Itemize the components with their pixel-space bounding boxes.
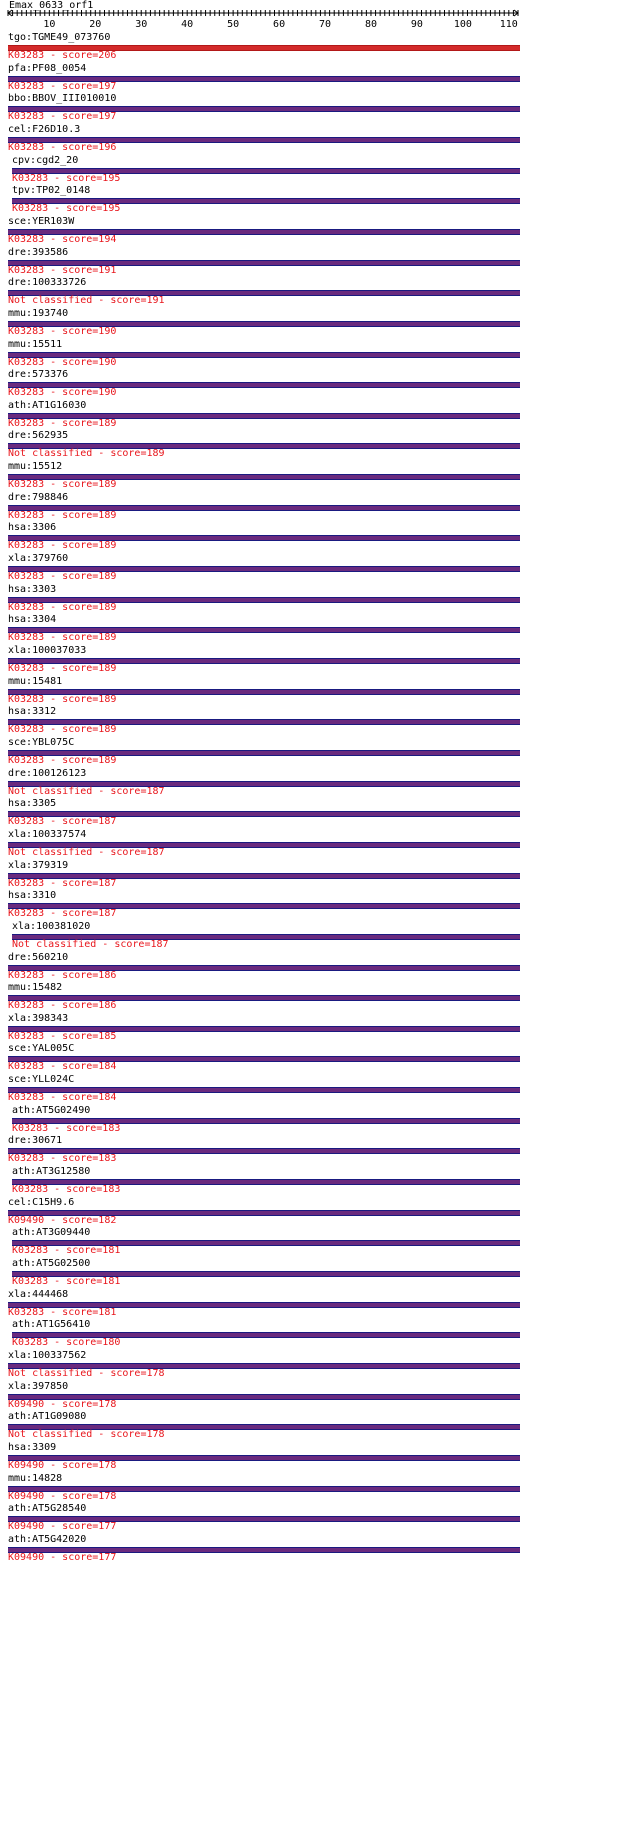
hit-name[interactable]: ath:AT5G28540 bbox=[8, 1503, 87, 1515]
hit-name[interactable]: mmu:15511 bbox=[8, 338, 63, 350]
hit-row[interactable] bbox=[0, 492, 620, 522]
hit-score-label: K03283 - score=189 bbox=[8, 754, 117, 766]
hit-score-label: K03283 - score=185 bbox=[8, 1030, 117, 1042]
hit-score-label: K03283 - score=181 bbox=[8, 1306, 117, 1318]
hit-row[interactable] bbox=[0, 430, 620, 460]
hit-row[interactable] bbox=[0, 645, 620, 675]
hit-row[interactable] bbox=[0, 369, 620, 399]
hit-row[interactable] bbox=[0, 1289, 620, 1319]
hit-score-label: Not classified - score=178 bbox=[8, 1367, 165, 1379]
hit-name[interactable]: xla:100037033 bbox=[8, 645, 87, 656]
hit-row[interactable] bbox=[0, 584, 620, 614]
hit-name[interactable]: xla:397850 bbox=[8, 1380, 69, 1392]
hit-score-label: K03283 - score=181 bbox=[12, 1276, 121, 1287]
hit-row[interactable] bbox=[0, 829, 620, 859]
hit-score-label: K03283 - score=197 bbox=[8, 80, 117, 92]
ruler-tick-label: 110 bbox=[499, 19, 518, 30]
hit-row[interactable] bbox=[0, 798, 620, 828]
hit-score-label: K09490 - score=178 bbox=[8, 1398, 117, 1410]
ruler-tick-label: 50 bbox=[227, 19, 240, 30]
hit-name[interactable]: hsa:3309 bbox=[8, 1441, 57, 1453]
hit-score-label: K03283 - score=189 bbox=[8, 693, 117, 705]
hit-score-label: K03283 - score=183 bbox=[12, 1122, 121, 1134]
hit-name[interactable]: sce:YBL075C bbox=[8, 736, 75, 748]
hit-row[interactable] bbox=[0, 553, 620, 583]
query-title: Emax_0633_orf1 bbox=[9, 0, 94, 11]
hit-row[interactable] bbox=[0, 1227, 620, 1257]
hit-name[interactable]: xla:444468 bbox=[8, 1288, 69, 1300]
hit-score-label: K03283 - score=206 bbox=[8, 50, 117, 61]
hit-name[interactable]: dre:798846 bbox=[8, 491, 69, 503]
hit-score-label: K03283 - score=189 bbox=[8, 479, 117, 491]
hit-score-label: K03283 - score=197 bbox=[8, 111, 117, 123]
hit-name[interactable]: dre:30671 bbox=[8, 1135, 63, 1147]
hit-row[interactable] bbox=[0, 1350, 620, 1380]
hit-row[interactable] bbox=[0, 860, 620, 890]
hit-score-label: K03283 - score=190 bbox=[8, 325, 117, 337]
hit-score-label: K03283 - score=196 bbox=[8, 141, 117, 153]
hit-name[interactable]: ath:AT5G02490 bbox=[12, 1104, 91, 1116]
hit-row[interactable] bbox=[0, 1074, 620, 1104]
hit-score-label: K03283 - score=189 bbox=[8, 663, 117, 674]
hit-row[interactable] bbox=[0, 461, 620, 491]
ruler-tick-label: 40 bbox=[181, 19, 194, 30]
hit-score-label: K09490 - score=178 bbox=[8, 1459, 117, 1471]
hit-row[interactable] bbox=[0, 247, 620, 277]
ruler-tick-label: 20 bbox=[89, 19, 102, 30]
hit-name[interactable]: ath:AT1G09080 bbox=[8, 1411, 87, 1423]
hit-name[interactable]: dre:100333726 bbox=[8, 277, 87, 289]
hit-name[interactable]: xla:379319 bbox=[8, 859, 69, 871]
hit-row[interactable] bbox=[0, 1411, 620, 1441]
hit-score-label: K03283 - score=189 bbox=[8, 509, 117, 521]
ruler-tick-label: 70 bbox=[319, 19, 332, 30]
hit-name[interactable]: dre:393586 bbox=[8, 246, 69, 258]
hit-score-label: K03283 - score=184 bbox=[8, 1092, 117, 1104]
hit-row[interactable] bbox=[0, 890, 620, 920]
hit-name[interactable]: ath:AT5G42020 bbox=[8, 1533, 87, 1545]
hit-score-label: Not classified - score=187 bbox=[8, 846, 165, 858]
hit-score-label: K03283 - score=184 bbox=[8, 1061, 117, 1073]
hit-name[interactable]: ath:AT1G16030 bbox=[8, 399, 87, 411]
hit-row[interactable] bbox=[0, 1442, 620, 1472]
hit-name[interactable]: sce:YAL005C bbox=[8, 1043, 75, 1055]
hit-name[interactable]: cel:F26D10.3 bbox=[8, 123, 81, 135]
hit-score-label: K03283 - score=189 bbox=[8, 540, 117, 552]
ruler-tick-label: 30 bbox=[135, 19, 148, 30]
hit-name[interactable]: mmu:14828 bbox=[8, 1472, 63, 1484]
hit-row[interactable] bbox=[0, 522, 620, 552]
hit-row[interactable] bbox=[0, 1043, 620, 1073]
hit-row[interactable] bbox=[0, 63, 620, 93]
hit-score-label: K03283 - score=180 bbox=[12, 1337, 121, 1349]
hit-name[interactable]: ath:AT5G02500 bbox=[12, 1258, 91, 1269]
hit-name[interactable]: sce:YER103W bbox=[8, 215, 75, 227]
hit-score-label: K03283 - score=181 bbox=[12, 1245, 121, 1257]
hit-score-label: K03283 - score=186 bbox=[8, 969, 117, 981]
hit-name[interactable]: ath:AT3G12580 bbox=[12, 1166, 91, 1178]
hit-row[interactable] bbox=[0, 32, 620, 62]
hit-score-label: K03283 - score=191 bbox=[8, 264, 117, 276]
hit-name[interactable]: ath:AT1G56410 bbox=[12, 1319, 91, 1331]
ruler-tick-label: 90 bbox=[410, 19, 423, 30]
hit-score-label: K09490 - score=177 bbox=[8, 1521, 117, 1533]
hit-score-label: K09490 - score=182 bbox=[8, 1214, 117, 1226]
hit-name[interactable]: tpv:TP02_0148 bbox=[12, 185, 91, 197]
hit-score-label: K09490 - score=177 bbox=[8, 1551, 117, 1563]
hit-score-label: K03283 - score=194 bbox=[8, 233, 117, 245]
ruler-tick-label: 60 bbox=[273, 19, 286, 30]
hit-name[interactable]: tgo:TGME49_073760 bbox=[8, 32, 111, 43]
hit-score-label: K03283 - score=189 bbox=[8, 417, 117, 429]
hit-score-label: K03283 - score=187 bbox=[8, 908, 117, 920]
hit-row[interactable] bbox=[0, 1013, 620, 1043]
hit-row[interactable] bbox=[0, 1319, 620, 1349]
hit-row[interactable] bbox=[0, 93, 620, 123]
hit-row[interactable] bbox=[0, 339, 620, 369]
hit-name[interactable]: xla:100381020 bbox=[12, 920, 91, 932]
hit-score-label: K03283 - score=183 bbox=[12, 1184, 121, 1196]
hit-name[interactable]: cel:C15H9.6 bbox=[8, 1196, 75, 1208]
hit-row[interactable] bbox=[0, 1105, 620, 1135]
hit-score-label: K03283 - score=190 bbox=[8, 387, 117, 399]
hit-name[interactable]: xla:100337562 bbox=[8, 1349, 87, 1361]
hit-name[interactable]: mmu:15482 bbox=[8, 982, 63, 994]
hit-score-label: K03283 - score=189 bbox=[8, 601, 117, 613]
hit-row[interactable] bbox=[0, 1197, 620, 1227]
hit-name[interactable]: dre:560210 bbox=[8, 951, 69, 963]
hit-row[interactable] bbox=[0, 277, 620, 307]
hit-row[interactable] bbox=[0, 400, 620, 430]
hit-row[interactable] bbox=[0, 1503, 620, 1533]
hit-row[interactable] bbox=[0, 921, 620, 951]
hit-name[interactable]: dre:573376 bbox=[8, 369, 69, 381]
hit-score-label: Not classified - score=178 bbox=[8, 1429, 165, 1441]
ruler-tick-label: 100 bbox=[453, 19, 472, 30]
hit-score-label: K03283 - score=189 bbox=[8, 632, 117, 644]
hit-name[interactable]: mmu:193740 bbox=[8, 307, 69, 319]
hit-score-label: Not classified - score=191 bbox=[8, 295, 165, 307]
hit-row[interactable] bbox=[0, 216, 620, 246]
hit-name[interactable]: sce:YLL024C bbox=[8, 1074, 75, 1086]
hit-score-label: K03283 - score=195 bbox=[12, 203, 121, 215]
hit-score-label: K03283 - score=186 bbox=[8, 1000, 117, 1012]
hit-name[interactable]: hsa:3310 bbox=[8, 890, 57, 902]
ruler-tick-label: 80 bbox=[364, 19, 377, 30]
hit-row[interactable] bbox=[0, 185, 620, 215]
hit-score-label: K03283 - score=183 bbox=[8, 1153, 117, 1165]
hit-name[interactable]: mmu:15481 bbox=[8, 675, 63, 687]
hit-row[interactable] bbox=[0, 952, 620, 982]
hit-row[interactable] bbox=[0, 614, 620, 644]
hit-name[interactable]: dre:562935 bbox=[8, 430, 69, 442]
ruler-tick-label: 10 bbox=[43, 19, 56, 30]
hit-name[interactable]: xla:100337574 bbox=[8, 828, 87, 840]
hit-row[interactable] bbox=[0, 1135, 620, 1165]
ruler-axis bbox=[0, 8, 620, 30]
hit-row[interactable] bbox=[0, 768, 620, 798]
hit-name[interactable]: mmu:15512 bbox=[8, 461, 63, 473]
hit-score-label: K03283 - score=189 bbox=[8, 724, 117, 736]
hit-row[interactable] bbox=[0, 1381, 620, 1411]
hit-row[interactable] bbox=[0, 706, 620, 736]
hit-score-label: K03283 - score=187 bbox=[8, 877, 117, 889]
hit-row[interactable] bbox=[0, 155, 620, 185]
hit-score-label: Not classified - score=187 bbox=[8, 785, 165, 797]
hit-name[interactable]: hsa:3304 bbox=[8, 614, 57, 626]
hit-row[interactable] bbox=[0, 737, 620, 767]
hit-name[interactable]: hsa:3306 bbox=[8, 522, 57, 534]
hit-score-label: K03283 - score=189 bbox=[8, 571, 117, 583]
hit-score-label: K03283 - score=195 bbox=[12, 172, 121, 184]
hit-row[interactable] bbox=[0, 982, 620, 1012]
hit-row[interactable] bbox=[0, 676, 620, 706]
hit-name[interactable]: hsa:3303 bbox=[8, 583, 57, 595]
hit-name[interactable]: cpv:cgd2_20 bbox=[12, 154, 79, 166]
hit-name[interactable]: dre:100126123 bbox=[8, 767, 87, 779]
hit-score-label: K03283 - score=190 bbox=[8, 356, 117, 368]
hit-name[interactable]: hsa:3305 bbox=[8, 798, 57, 810]
hit-row[interactable] bbox=[0, 1258, 620, 1288]
hit-score-label: Not classified - score=187 bbox=[12, 938, 169, 950]
hit-row[interactable] bbox=[0, 1534, 620, 1564]
hit-score-label: Not classified - score=189 bbox=[8, 448, 165, 460]
hit-name[interactable]: xla:398343 bbox=[8, 1012, 69, 1024]
hit-score-label: K09490 - score=178 bbox=[8, 1490, 117, 1502]
hit-score-label: K03283 - score=187 bbox=[8, 816, 117, 828]
hit-row[interactable] bbox=[0, 1473, 620, 1503]
hit-row[interactable] bbox=[0, 1166, 620, 1196]
hit-name[interactable]: pfa:PF08_0054 bbox=[8, 62, 87, 74]
hit-row[interactable] bbox=[0, 308, 620, 338]
hit-name[interactable]: xla:379760 bbox=[8, 553, 69, 565]
hit-name[interactable]: ath:AT3G09440 bbox=[12, 1227, 91, 1239]
hit-row[interactable] bbox=[0, 124, 620, 154]
hit-name[interactable]: bbo:BBOV_III010010 bbox=[8, 93, 117, 105]
hit-name[interactable]: hsa:3312 bbox=[8, 706, 57, 718]
